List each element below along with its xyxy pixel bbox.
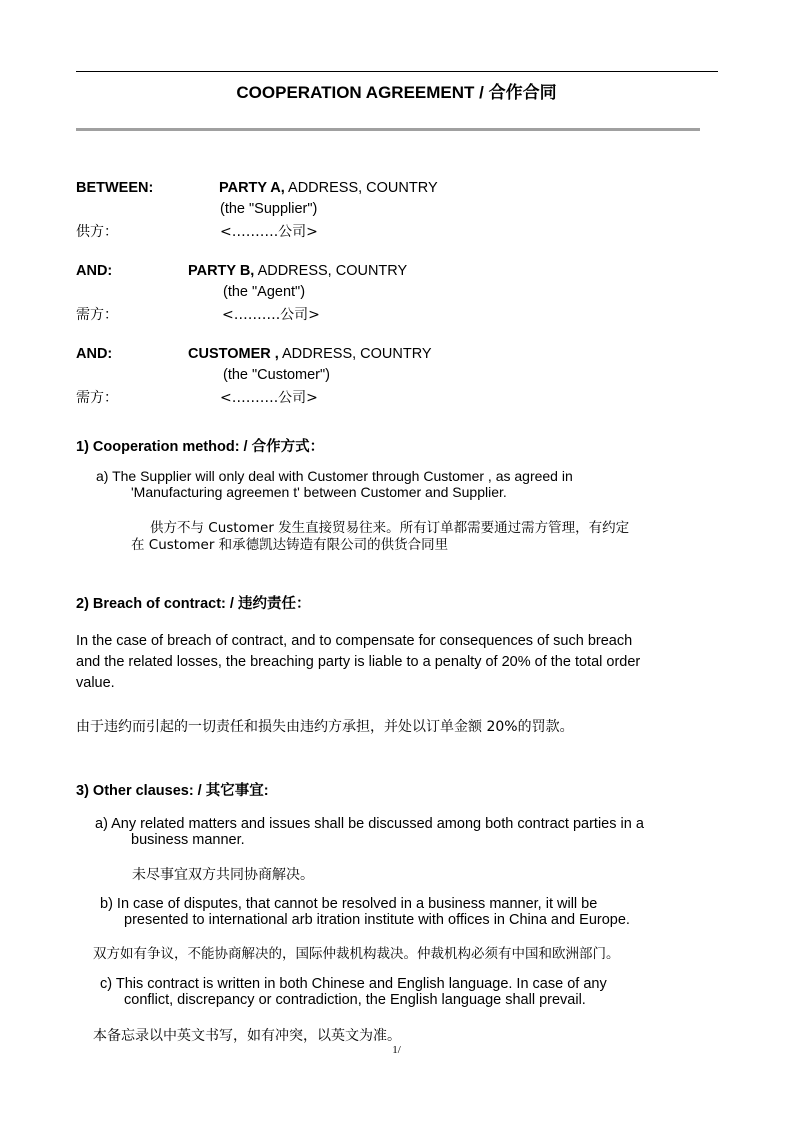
supplier-cn-label: 供方： <box>76 224 118 240</box>
party-b-name: PARTY B, <box>188 263 255 279</box>
party-b-address: ADDRESS, COUNTRY <box>254 263 408 279</box>
customer-name: CUSTOMER , <box>188 346 279 362</box>
section-1-item-a-line2: 'Manufacturing agreemen t' between Customer and Supplier. <box>131 484 507 500</box>
section-2-para-line2: and the related losses, the breaching party is liable to a penalty of 20% of the total order <box>76 654 641 670</box>
demand-cn-value-1: <……….公司> <box>222 307 320 323</box>
demand-cn-label-1: 需方： <box>76 307 118 323</box>
customer-address: ADDRESS, COUNTRY <box>278 346 432 362</box>
demand-cn-value-2: <……….公司> <box>220 390 318 406</box>
demand-cn-label-2: 需方： <box>76 390 118 406</box>
and-label-2: AND: <box>76 346 113 362</box>
section-3-item-c-line2: conflict, discrepancy or contradiction, the English language shall prevail. <box>124 992 586 1008</box>
section-3-item-c-line1: c) This contract is written in both Chinese and English language. In case of any <box>100 976 607 992</box>
section-3-item-a-line2: business manner. <box>131 832 245 848</box>
title-underline-rule <box>76 128 700 131</box>
between-label: BETWEEN: <box>76 180 154 196</box>
party-a-role: (the "Supplier") <box>220 201 318 217</box>
section-3-item-b-line2: presented to international arb itration institute with offices in China and Europe. <box>124 912 630 928</box>
customer-line <box>188 346 432 362</box>
section-3-item-b-cn: 双方如有争议，不能协商解决的，国际仲裁机构裁决。仲裁机构必须有中国和欧洲部门。 <box>93 946 620 962</box>
section-3-heading: 3) Other clauses: / 其它事宜: <box>76 783 269 799</box>
party-a-line <box>219 180 438 196</box>
party-a-name: PARTY A, <box>219 180 285 196</box>
party-a-address: ADDRESS, COUNTRY <box>284 180 438 196</box>
section-1-item-a-cn-line1: 供方不与 Customer 发生直接贸易往来。所有订单都需要通过需方管理，有约定 <box>150 520 630 536</box>
supplier-cn-value: <……….公司> <box>220 224 318 240</box>
page-number: 1/ <box>392 1044 401 1056</box>
section-1-item-a-cn-line2: 在 Customer 和承德凯达铸造有限公司的供货合同里 <box>131 537 449 553</box>
and-label-1: AND: <box>76 263 113 279</box>
section-1-heading: 1) Cooperation method: / 合作方式： <box>76 439 325 455</box>
top-rule <box>76 71 718 72</box>
section-3-item-c-cn: 本备忘录以中英文书写，如有冲突，以英文为准。 <box>93 1028 401 1044</box>
section-2-heading: 2) Breach of contract: / 违约责任： <box>76 596 311 612</box>
section-2-cn-para: 由于违约而引起的一切责任和损失由违约方承担，并处以订单金额 20%的罚款。 <box>76 719 574 735</box>
section-2-para-line3: value. <box>76 675 115 691</box>
section-3-item-a-cn: 未尽事宜双方共同协商解决。 <box>132 867 314 883</box>
section-3-item-b-line1: b) In case of disputes, that cannot be resolved in a business manner, it will be <box>100 896 598 912</box>
document-title: COOPERATION AGREEMENT / 合作合同 <box>236 83 557 102</box>
section-3-item-a-line1: a) Any related matters and issues shall be discussed among both contract parties in a <box>95 816 644 832</box>
party-b-role: (the "Agent") <box>223 284 306 300</box>
party-b-line <box>188 263 407 279</box>
customer-role: (the "Customer") <box>223 367 330 383</box>
section-1-item-a-line1: a) The Supplier will only deal with Customer through Customer , as agreed in <box>96 468 573 484</box>
section-2-para-line1: In the case of breach of contract, and to compensate for consequences of such breach <box>76 633 633 649</box>
